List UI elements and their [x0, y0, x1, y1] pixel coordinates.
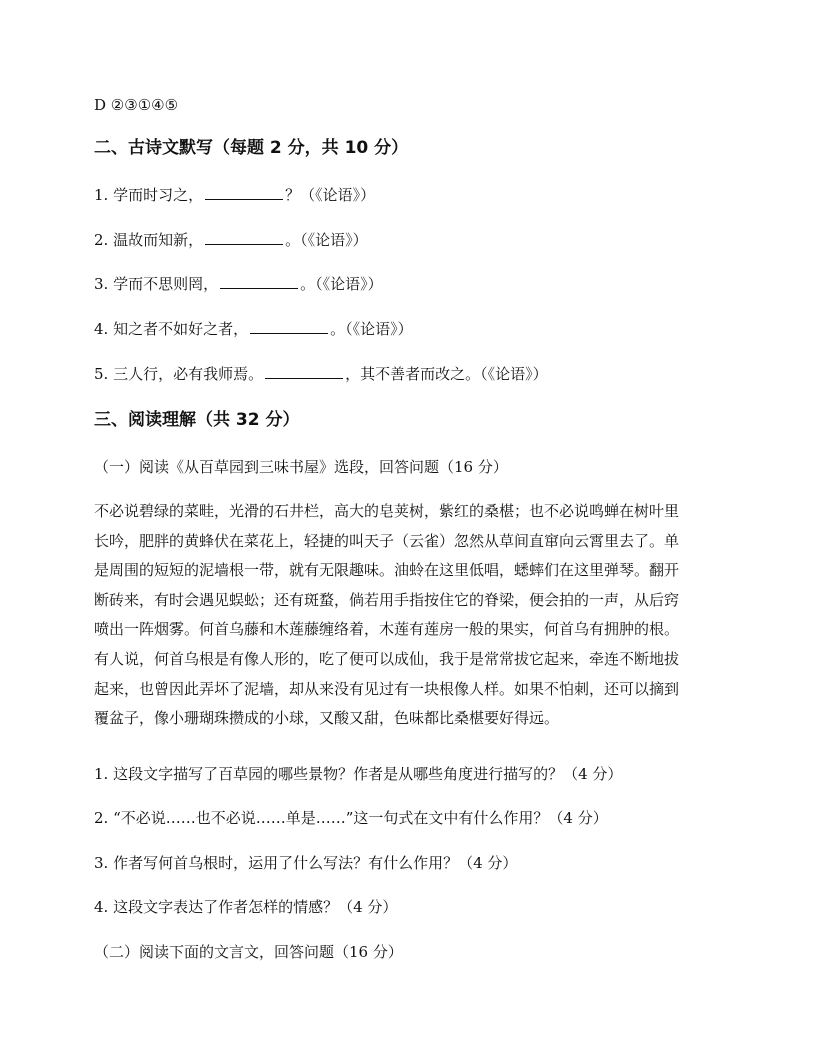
item-prefix: 4. 知之者不如好之者， [94, 320, 249, 338]
answer-blank[interactable] [205, 230, 283, 245]
question-1: 1. 这段文字描写了百草园的哪些景物？作者是从哪些角度进行描写的？（4 分） [94, 765, 623, 783]
answer-blank[interactable] [205, 185, 283, 200]
passage-line: 覆盆子，像小珊瑚珠攒成的小球，又酸又甜，色味都比桑椹要好得远。 [94, 709, 560, 728]
passage-line: 断砖来，有时会遇见蜈蚣；还有斑蝥，倘若用手指按住它的脊梁，便会拍的一声，从后窍 [94, 590, 680, 609]
option-d: D ②③①④⑤ [94, 96, 179, 114]
item-suffix: ？（《论语》） [285, 186, 376, 204]
answer-blank[interactable] [250, 319, 328, 334]
question-2: 2. “不必说……也不必说……单是……”这一句式在文中有什么作用？（4 分） [94, 809, 608, 827]
passage-line: 起来，也曾因此弄坏了泥墙，却从来没有见过有一块根像人样。如果不怕刺，还可以摘到 [94, 679, 680, 698]
item-suffix: ，其不善者而改之。（《论语》） [345, 365, 548, 383]
item-suffix: 。（《论语》） [285, 231, 368, 249]
section-3-title: 三、阅读理解（共 32 分） [94, 410, 300, 430]
passage-line: 长吟，肥胖的黄蜂伏在菜花上，轻捷的叫天子（云雀）忽然从草间直窜向云霄里去了。单 [94, 531, 680, 550]
passage-line: 喷出一阵烟雾。何首乌藤和木莲藤缠络着，木莲有莲房一般的果实，何首乌有拥肿的根。 [94, 620, 680, 639]
section-2-title: 二、古诗文默写（每题 2 分，共 10 分） [94, 138, 409, 158]
answer-blank[interactable] [220, 274, 298, 289]
question-4: 4. 这段文字表达了作者怎样的情感？（4 分） [94, 898, 398, 916]
passage-line: 不必说碧绿的菜畦，光滑的石井栏，高大的皂荚树，紫红的桑椹；也不必说鸣蝉在树叶里 [94, 502, 680, 520]
recitation-item-2 [94, 229, 368, 251]
recitation-item-4 [94, 318, 413, 340]
item-suffix: 。（《论语》） [300, 275, 383, 293]
part-1-title: （一）阅读《从百草园到三味书屋》选段，回答问题（16 分） [94, 458, 508, 476]
item-prefix: 5. 三人行，必有我师焉。 [94, 365, 264, 383]
passage-line: 是周围的短短的泥墙根一带，就有无限趣味。油蛉在这里低唱，蟋蟀们在这里弹琴。翻开 [94, 561, 680, 580]
answer-blank[interactable] [265, 364, 343, 379]
item-prefix: 3. 学而不思则罔， [94, 275, 219, 293]
recitation-item-3 [94, 273, 383, 295]
recitation-item-1 [94, 184, 375, 206]
recitation-item-5 [94, 363, 548, 385]
item-prefix: 2. 温故而知新， [94, 231, 204, 249]
part-2-title: （二）阅读下面的文言文，回答问题（16 分） [94, 943, 403, 961]
item-suffix: 。（《论语》） [330, 320, 413, 338]
question-3: 3. 作者写何首乌根时，运用了什么写法？有什么作用？（4 分） [94, 854, 518, 872]
reading-passage [94, 497, 724, 734]
passage-line: 有人说，何首乌根是有像人形的，吃了便可以成仙，我于是常常拔它起来，牵连不断地拔 [94, 649, 680, 668]
item-prefix: 1. 学而时习之， [94, 186, 204, 204]
